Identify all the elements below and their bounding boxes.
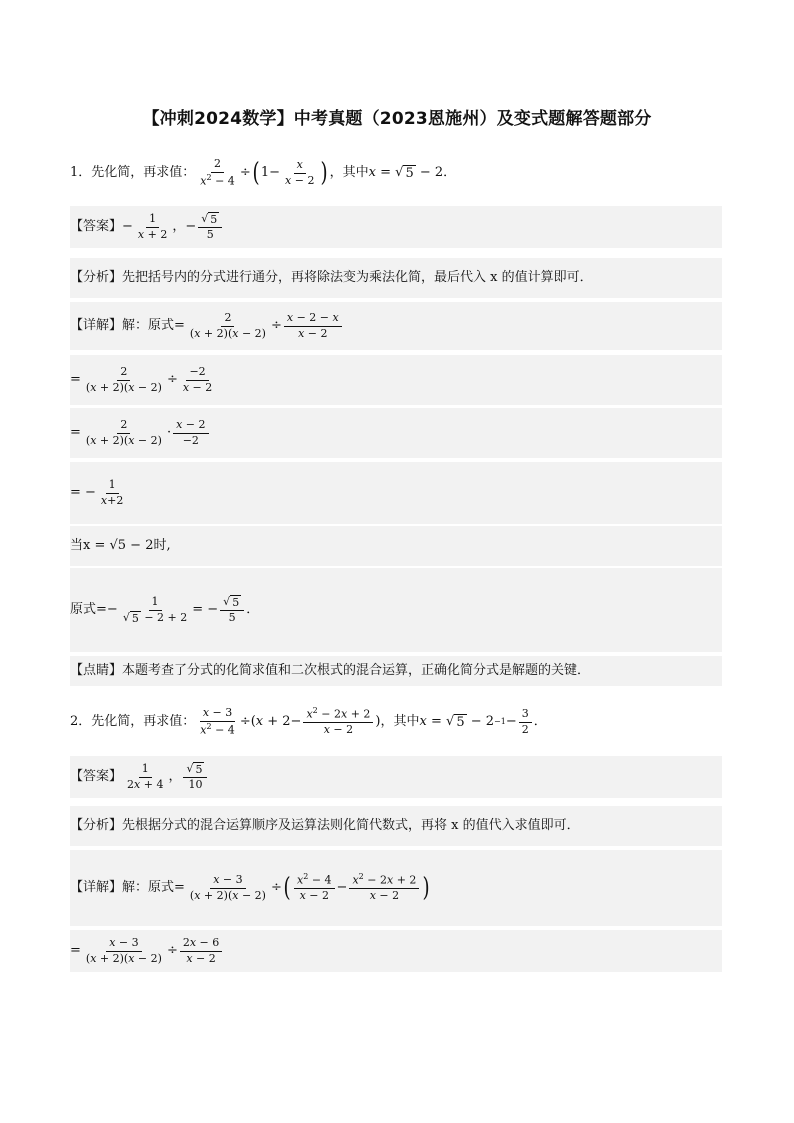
analysis-1-row [70, 258, 722, 298]
analysis-label: 【分析】 [70, 270, 123, 286]
detail-intro: 解：原式= [122, 880, 185, 896]
question-2-prompt: 2．先化简，再求值： [70, 714, 196, 730]
fraction: $\frac{2}{x^2 - 4}$ [200, 157, 235, 188]
question-1-where: ，其中 [329, 165, 369, 181]
analysis-label: 【分析】 [70, 818, 123, 834]
comment-1-row [70, 656, 722, 686]
question-1-prompt: 1．先化简，再求值： [70, 165, 196, 181]
when-text: 当x = √5 − 2时, [70, 538, 171, 554]
step-row: = $\frac{2}{(x + 2)(x - 2)}$ ÷ $\frac{-2}{x - 2}$ [70, 355, 722, 405]
question-2-where: ，其中 [380, 714, 420, 730]
step-row: = $\frac{2}{(x + 2)(x - 2)}$ · $\frac{x - 2}{-2}$ [70, 408, 722, 458]
analysis-text: 先把括号内的分式进行通分，再将除法变为乘法化简，最后代入 x 的值计算即可． [122, 270, 593, 286]
detail-label: 【详解】 [70, 880, 123, 896]
answer-label: 【答案】 [70, 219, 123, 235]
answer-label: 【答案】 [70, 769, 123, 785]
analysis-2-row [70, 806, 722, 846]
detail-2-row: 【详解】 解：原式= $\frac{x - 3}{(x + 2)(x - 2)}$ ÷ ( $\frac{x^2 - 4}{x - 2}$ − $\frac{x^2 - 2x + 2}{x - 2}$ ) [70, 850, 722, 926]
question-1: 1．先化简，再求值： $\frac{2}{x^2 - 4}$ ÷ ( 1− $\frac{x}{x - 2}$ ) ，其中 x = √ 5 − 2． [70, 157, 457, 188]
result-row: 原式= − 1 √ 5 − 2 + 2 = − √ 5 5 ． [70, 568, 722, 652]
analysis-text: 先根据分式的混合运算顺序及运算法则化简代数式，再将 x 的值代入求值即可． [122, 818, 580, 834]
detail-1-row: 【详解】 解：原式= $\frac{2}{(x + 2)(x - 2)}$ ÷ $\frac{x - 2 - x}{x - 2}$ [70, 302, 722, 350]
fraction: $\frac{x}{x - 2}$ [285, 158, 315, 187]
answer-1-row: 【答案】 − $\frac{1}{x + 2}$ ，− √ 5 5 [70, 206, 722, 248]
comment-text: 本题考查了分式的化简求值和二次根式的混合运算，正确化简分式是解题的关键． [122, 663, 591, 679]
detail-label: 【详解】 [70, 318, 123, 334]
detail-intro: 解：原式= [122, 318, 185, 334]
step-row: = − $\frac{1}{x+2}$ [70, 462, 722, 524]
question-2: 2．先化简，再求值： $\frac{x - 3}{x^2 - 4}$ ÷(x + 2− $\frac{x^2 - 2x + 2}{x - 2}$ ) ，其中 x = √ 5 − 2 −1 − $\frac{3}{2}$ ． [70, 706, 547, 737]
step-row: = $\frac{x - 3}{(x + 2)(x - 2)}$ ÷ $\frac{2x - 6}{x - 2}$ [70, 930, 722, 972]
result-label: 原式= [70, 602, 107, 618]
page-title: 【冲刺2024数学】中考真题（2023恩施州）及变式题解答题部分 [142, 109, 652, 129]
answer-2-row: 【答案】 $\frac{1}{2x + 4}$ ， √ 5 10 [70, 756, 722, 798]
comment-label: 【点睛】 [70, 663, 123, 679]
when-row [70, 526, 722, 566]
